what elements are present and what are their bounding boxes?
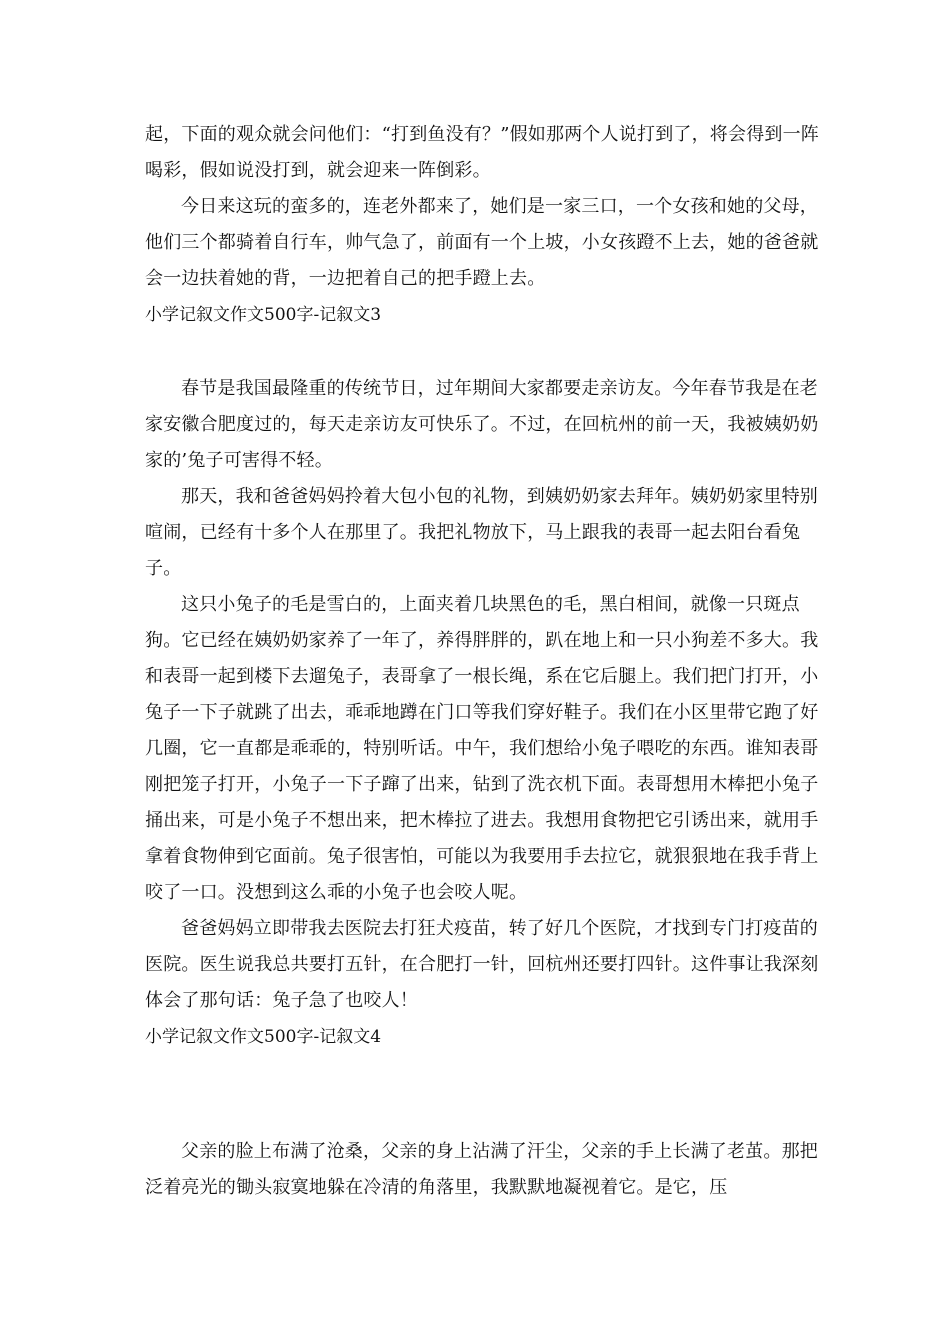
- paragraph: 今日来这玩的蛮多的，连老外都来了，她们是一家三口，一个女孩和她的父母，他们三个都骑着自行车，帅气急了，前面有一个上坡，小女孩蹬不上去，她的爸爸就会一边扶着她的背，一边把着自己的把手蹬上去。: [145, 196, 819, 289]
- paragraph: 起，下面的观众就会问他们：“打到鱼没有？”假如那两个人说打到了，将会得到一阵喝彩，假如说没打到，就会迎来一阵倒彩。: [145, 124, 820, 181]
- paragraph: 这只小兔子的毛是雪白的，上面夹着几块黑色的毛，黑白相间，就像一只斑点狗。它已经在姨奶奶家养了一年了，养得胖胖的，趴在地上和一只小狗差不多大。我和表哥一起到楼下去遛兔子，表哥拿了一根长绳，系在它后腿上。我们把门打开，小兔子一下子就跳了出去，乖乖地蹲在门口等我们穿好鞋子。我们在小区里带它跑了好几圈，它一直都是乖乖的，特别听话。中午，我们想给小兔子喂吃的东西。谁知表哥刚把笼子打开，小兔子一下子蹿了出来，钻到了洗衣机下面。表哥想用木棒把小兔子捅出来，可是小兔子不想出来，把木棒拉了进去。我想用食物把它引诱出来，就用手拿着食物伸到它面前。兔子很害怕，可能以为我要用手去拉它，就狠狠地在我手背上咬了一口。没想到这么乖的小兔子也会咬人呢。: [145, 594, 819, 903]
- section-heading: 小学记叙文作文500字-记叙文4: [145, 1027, 382, 1047]
- paragraph: 父亲的脸上布满了沧桑，父亲的身上沾满了汗尘，父亲的手上长满了老茧。那把泛着亮光的锄头寂寞地躲在冷清的角落里，我默默地凝视着它。是它，压: [145, 1141, 818, 1198]
- section-4: [145, 1134, 825, 1206]
- section-heading: 小学记叙文作文500字-记叙文3: [145, 305, 382, 325]
- paragraph: 爸爸妈妈立即带我去医院去打狂犬疫苗，转了好几个医院，才找到专门打疫苗的医院。医生说我总共要打五针，在合肥打一针，回杭州还要打四针。这件事让我深刻体会了那句话：兔子急了也咬人！: [145, 918, 819, 1011]
- paragraph: 春节是我国最隆重的传统节日，过年期间大家都要走亲访友。今年春节我是在老家安徽合肥度过的，每天走亲访友可快乐了。不过，在回杭州的前一天，我被姨奶奶家的’兔子可害得不轻。: [145, 378, 819, 471]
- section-top: [145, 117, 825, 333]
- section-3: [145, 371, 825, 1055]
- paragraph: 那天，我和爸爸妈妈拎着大包小包的礼物，到姨奶奶家去拜年。姨奶奶家里特别喧闹，已经有十多个人在那里了。我把礼物放下，马上跟我的表哥一起去阳台看兔子。: [145, 486, 818, 579]
